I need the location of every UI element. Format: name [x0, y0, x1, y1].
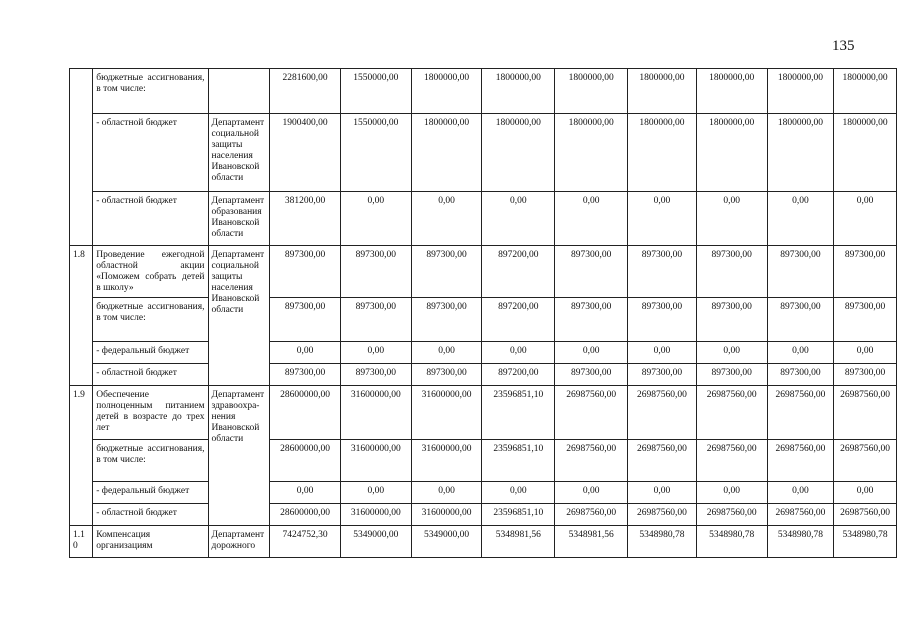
value-cell: 897300,00 [340, 364, 411, 386]
value-cell: 0,00 [696, 342, 767, 364]
row-description: бюджетные ассигнования, в том числе: [93, 298, 208, 342]
value-cell: 897300,00 [555, 246, 628, 298]
value-cell: 897300,00 [628, 246, 697, 298]
page-number: 135 [832, 38, 855, 54]
value-cell: 897300,00 [628, 298, 697, 342]
value-cell: 0,00 [696, 482, 767, 504]
value-cell: 26987560,00 [696, 440, 767, 482]
value-cell: 0,00 [411, 482, 482, 504]
value-cell: 26987560,00 [834, 440, 897, 482]
value-cell: 26987560,00 [696, 504, 767, 526]
value-cell: 26987560,00 [834, 386, 897, 440]
value-cell: 897300,00 [834, 364, 897, 386]
table-row [70, 298, 897, 342]
row-description: - областной бюджет [93, 504, 208, 526]
table-row [70, 192, 897, 246]
row-department: Департамент социальной защиты населения Ивановской области [208, 246, 270, 386]
value-cell: 897300,00 [411, 246, 482, 298]
value-cell: 26987560,00 [555, 386, 628, 440]
value-cell: 28600000,00 [270, 504, 341, 526]
value-cell: 0,00 [411, 192, 482, 246]
value-cell: 5349000,00 [411, 526, 482, 558]
value-cell: 28600000,00 [270, 440, 341, 482]
value-cell: 28600000,00 [270, 386, 341, 440]
row-number-cell: 1.8 [70, 246, 93, 386]
value-cell: 31600000,00 [340, 386, 411, 440]
value-cell: 0,00 [767, 192, 834, 246]
table-row [70, 386, 897, 440]
value-cell: 26987560,00 [628, 504, 697, 526]
value-cell: 897300,00 [767, 246, 834, 298]
value-cell: 897300,00 [340, 298, 411, 342]
value-cell: 897200,00 [482, 298, 555, 342]
value-cell: 897300,00 [270, 246, 341, 298]
row-description: - областной бюджет [93, 114, 208, 192]
row-number-cell: 1.9 [70, 386, 93, 526]
value-cell: 1900400,00 [270, 114, 341, 192]
table-row [70, 342, 897, 364]
row-description: - федеральный бюджет [93, 482, 208, 504]
row-number-cell [70, 69, 93, 246]
value-cell: 897200,00 [482, 246, 555, 298]
value-cell: 31600000,00 [411, 504, 482, 526]
value-cell: 1800000,00 [628, 69, 697, 114]
value-cell: 897300,00 [767, 298, 834, 342]
value-cell: 0,00 [767, 342, 834, 364]
table-row [70, 526, 897, 558]
value-cell: 0,00 [767, 482, 834, 504]
value-cell: 897300,00 [270, 298, 341, 342]
value-cell: 31600000,00 [411, 386, 482, 440]
value-cell: 0,00 [834, 482, 897, 504]
value-cell: 1800000,00 [555, 69, 628, 114]
value-cell: 897300,00 [555, 298, 628, 342]
value-cell: 1800000,00 [411, 69, 482, 114]
value-cell: 0,00 [340, 482, 411, 504]
value-cell: 26987560,00 [628, 386, 697, 440]
row-department: Департамент здравоохра-нения Ивановской области [208, 386, 270, 526]
value-cell: 5348981,56 [555, 526, 628, 558]
value-cell: 5348980,78 [628, 526, 697, 558]
value-cell: 1800000,00 [834, 69, 897, 114]
value-cell: 0,00 [555, 192, 628, 246]
table-row [70, 114, 897, 192]
value-cell: 23596851,10 [482, 440, 555, 482]
value-cell: 897300,00 [696, 364, 767, 386]
value-cell: 897300,00 [696, 298, 767, 342]
value-cell: 897300,00 [696, 246, 767, 298]
value-cell: 5348981,56 [482, 526, 555, 558]
value-cell: 5348980,78 [696, 526, 767, 558]
value-cell: 0,00 [270, 482, 341, 504]
value-cell: 31600000,00 [340, 504, 411, 526]
row-description: бюджетные ассигнования, в том числе: [93, 440, 208, 482]
value-cell: 0,00 [482, 192, 555, 246]
value-cell: 897200,00 [482, 364, 555, 386]
value-cell: 0,00 [628, 342, 697, 364]
value-cell: 0,00 [555, 482, 628, 504]
value-cell: 897300,00 [555, 364, 628, 386]
value-cell: 0,00 [834, 342, 897, 364]
row-number-cell: 1.1 0 [70, 526, 93, 558]
row-department [208, 69, 270, 114]
value-cell: 1550000,00 [340, 114, 411, 192]
value-cell: 1550000,00 [340, 69, 411, 114]
value-cell: 1800000,00 [555, 114, 628, 192]
value-cell: 0,00 [628, 482, 697, 504]
value-cell: 897300,00 [270, 364, 341, 386]
row-department: Департамент дорожного [208, 526, 270, 558]
table-row [70, 504, 897, 526]
value-cell: 1800000,00 [628, 114, 697, 192]
value-cell: 1800000,00 [696, 114, 767, 192]
value-cell: 26987560,00 [767, 440, 834, 482]
row-department: Департамент социальной защиты населения Ивановской области [208, 114, 270, 192]
value-cell: 26987560,00 [696, 386, 767, 440]
value-cell: 1800000,00 [834, 114, 897, 192]
value-cell: 0,00 [482, 482, 555, 504]
value-cell: 897300,00 [411, 298, 482, 342]
value-cell: 1800000,00 [767, 114, 834, 192]
value-cell: 26987560,00 [555, 440, 628, 482]
value-cell: 0,00 [482, 342, 555, 364]
value-cell: 2281600,00 [270, 69, 341, 114]
value-cell: 1800000,00 [482, 114, 555, 192]
value-cell: 897300,00 [628, 364, 697, 386]
value-cell: 0,00 [628, 192, 697, 246]
table-row [70, 440, 897, 482]
value-cell: 0,00 [340, 342, 411, 364]
table-row [70, 69, 897, 114]
row-description: Обеспечение полноценным питанием детей в возрасте до трех лет [93, 386, 208, 440]
value-cell: 897300,00 [411, 364, 482, 386]
value-cell: 1800000,00 [696, 69, 767, 114]
value-cell: 381200,00 [270, 192, 341, 246]
row-description: Компенсация организациям [93, 526, 208, 558]
value-cell: 5348980,78 [834, 526, 897, 558]
value-cell: 26987560,00 [767, 386, 834, 440]
table-row [70, 246, 897, 298]
value-cell: 31600000,00 [411, 440, 482, 482]
value-cell: 0,00 [411, 342, 482, 364]
value-cell: 897300,00 [834, 298, 897, 342]
value-cell: 1800000,00 [767, 69, 834, 114]
value-cell: 7424752,30 [270, 526, 341, 558]
value-cell: 897300,00 [834, 246, 897, 298]
value-cell: 5349000,00 [340, 526, 411, 558]
row-department: Департамент образования Ивановской области [208, 192, 270, 246]
row-description: бюджетные ассигнования, в том числе: [93, 69, 208, 114]
row-description: - областной бюджет [93, 364, 208, 386]
value-cell: 0,00 [555, 342, 628, 364]
value-cell: 0,00 [270, 342, 341, 364]
table-row [70, 364, 897, 386]
value-cell: 0,00 [696, 192, 767, 246]
value-cell: 0,00 [340, 192, 411, 246]
value-cell: 5348980,78 [767, 526, 834, 558]
table-row [70, 482, 897, 504]
value-cell: 26987560,00 [767, 504, 834, 526]
value-cell: 23596851,10 [482, 386, 555, 440]
budget-table [69, 68, 897, 558]
row-description: - областной бюджет [93, 192, 208, 246]
value-cell: 31600000,00 [340, 440, 411, 482]
value-cell: 897300,00 [767, 364, 834, 386]
value-cell: 26987560,00 [628, 440, 697, 482]
row-description: - федеральный бюджет [93, 342, 208, 364]
value-cell: 26987560,00 [834, 504, 897, 526]
value-cell: 897300,00 [340, 246, 411, 298]
value-cell: 1800000,00 [411, 114, 482, 192]
row-description: Проведение ежегодной областной акции «Поможем собрать детей в школу» [93, 246, 208, 298]
value-cell: 23596851,10 [482, 504, 555, 526]
value-cell: 1800000,00 [482, 69, 555, 114]
value-cell: 26987560,00 [555, 504, 628, 526]
value-cell: 0,00 [834, 192, 897, 246]
